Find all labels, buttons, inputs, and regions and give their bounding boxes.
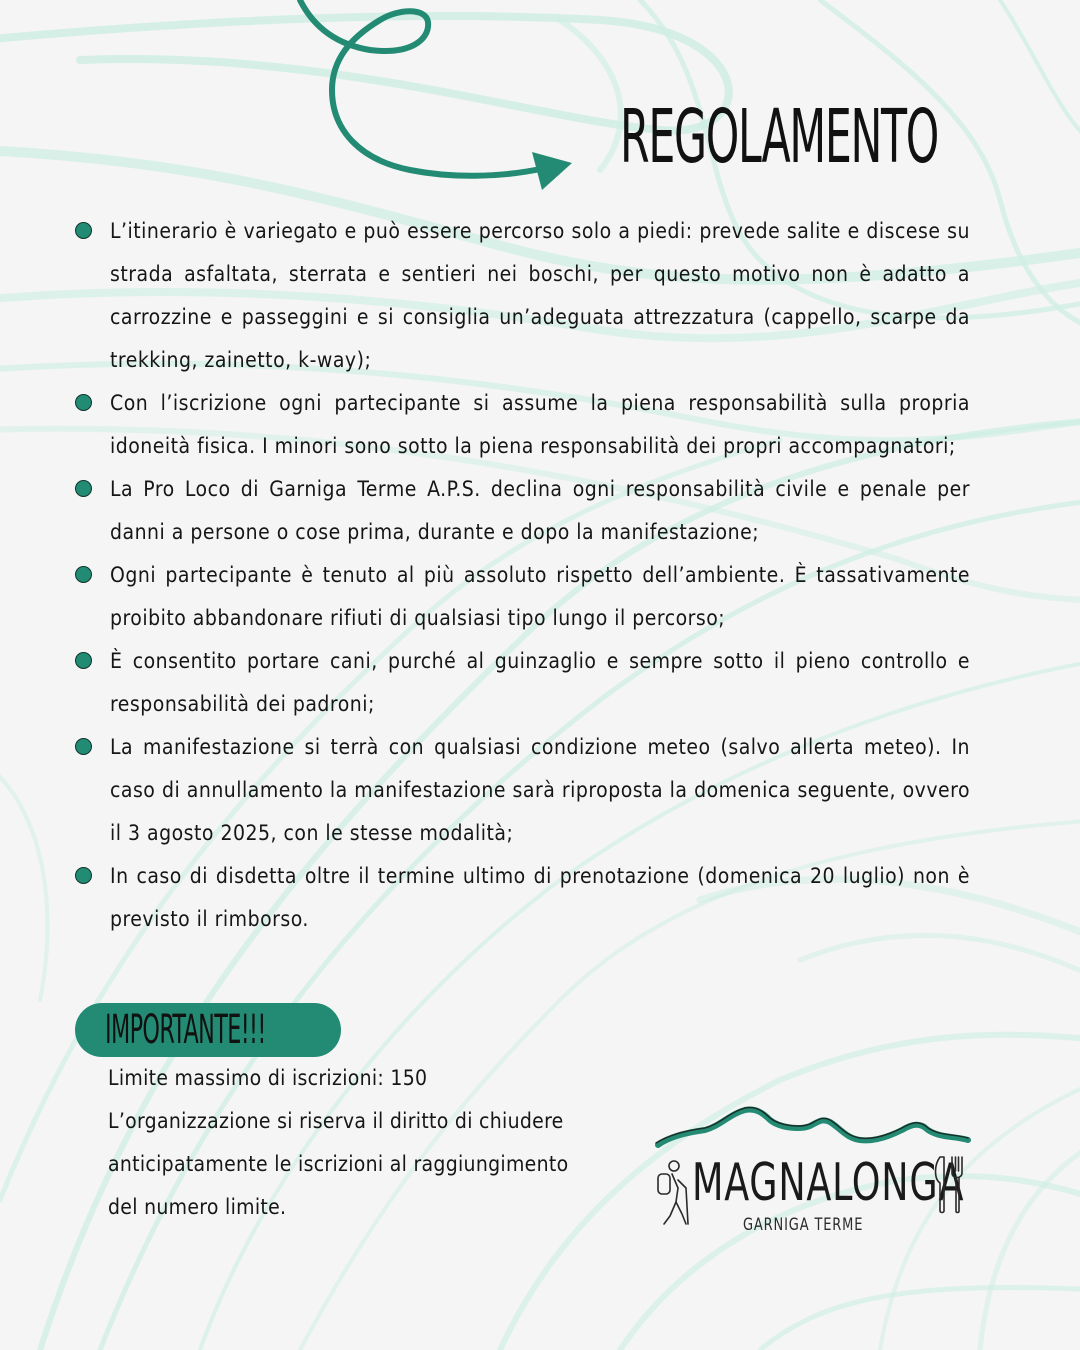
rule-item <box>70 855 970 941</box>
curly-arrow-icon <box>270 0 630 200</box>
important-line: Limite massimo di iscrizioni: 150 <box>108 1066 428 1090</box>
bullet-icon <box>75 394 92 411</box>
rule-text: Ogni partecipante è tenuto al più assoluto rispetto dell’ambiente. È tassativamente proibito abbandonare rifiuti di qualsiasi tipo lungo il percorso; <box>110 563 970 630</box>
bullet-icon <box>75 652 92 669</box>
bullet-icon <box>75 738 92 755</box>
bullet-icon <box>75 480 92 497</box>
hiker-icon <box>652 1158 692 1228</box>
rule-item <box>70 726 970 855</box>
rule-text: È consentito portare cani, purché al guinzaglio e sempre sotto il pieno controllo e responsabilità dei padroni; <box>110 649 970 716</box>
rule-item <box>70 640 970 726</box>
magnalonga-logo <box>650 1100 975 1240</box>
important-notice <box>108 1057 638 1229</box>
rule-text: La Pro Loco di Garniga Terme A.P.S. declina ogni responsabilità civile e penale per danni a persone o cose prima, durante e dopo la manifestazione; <box>110 477 970 544</box>
page-title: REGOLAMENTO <box>620 94 939 180</box>
logo-subtitle: GARNIGA TERME <box>743 1215 864 1235</box>
important-label: IMPORTANTE!!! <box>105 1007 266 1053</box>
logo-name: MAGNALONGA <box>692 1153 965 1213</box>
rule-item <box>70 210 970 382</box>
important-line: L’organizzazione si riserva il diritto di chiudere <box>108 1109 564 1133</box>
rule-text: La manifestazione si terrà con qualsiasi condizione meteo (salvo allerta meteo). In caso di annullamento la manifestazione sarà riproposta la domenica seguente, ovvero il 3 agosto 2025, con le stesse modalità; <box>110 735 970 845</box>
rule-item <box>70 554 970 640</box>
rules-list <box>70 210 970 941</box>
important-line: anticipatamente le iscrizioni al raggiungimento <box>108 1152 569 1176</box>
bullet-icon <box>75 566 92 583</box>
rule-text: L’itinerario è variegato e può essere percorso solo a piedi: prevede salite e discese su strada asfaltata, sterrata e sentieri nei boschi, per questo motivo non è adatto a carrozzine e passeggini e si consiglia un’adeguata attrezzatura (cappello, scarpe da trekking, zainetto, k-way); <box>110 219 970 372</box>
rule-item <box>70 468 970 554</box>
rule-text: Con l’iscrizione ogni partecipante si assume la piena responsabilità sulla propria idoneità fisica. I minori sono sotto la piena responsabilità dei propri accompagnatori; <box>110 391 970 458</box>
important-line: del numero limite. <box>108 1195 287 1219</box>
important-badge <box>75 1003 341 1057</box>
bullet-icon <box>75 867 92 884</box>
knife-fork-icon <box>930 1155 970 1215</box>
rule-text: In caso di disdetta oltre il termine ultimo di prenotazione (domenica 20 luglio) non è previsto il rimborso. <box>110 864 970 931</box>
bullet-icon <box>75 222 92 239</box>
mountain-ridge-icon <box>650 1100 975 1150</box>
rule-item <box>70 382 970 468</box>
